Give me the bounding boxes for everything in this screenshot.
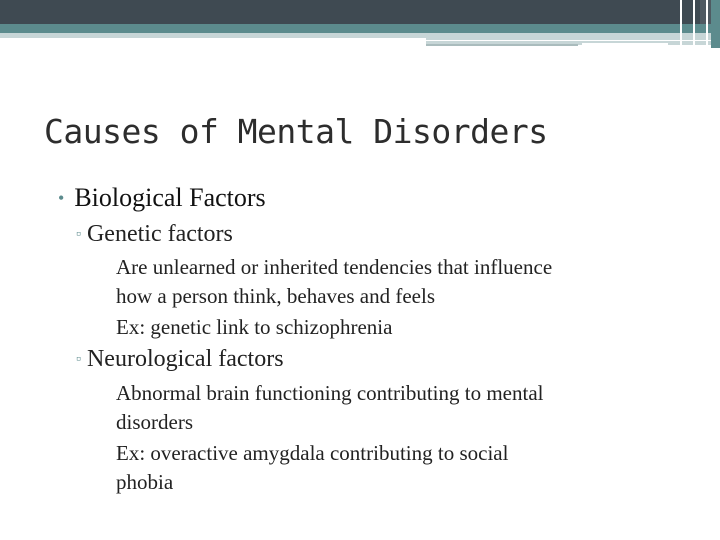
bullet-level3-text: Ex: overactive amygdala contributing to social (116, 441, 509, 465)
bullet-level2-neurological (76, 346, 284, 373)
bullet-level3-text: Abnormal brain functioning contributing to mental (116, 381, 544, 405)
bullet-level2-text: Genetic factors (86, 221, 233, 247)
bullet-level3-text-continued: how a person think, behaves and feels (116, 284, 435, 308)
bullet-level3 (100, 313, 700, 342)
bullet-level3 (100, 439, 700, 497)
bullet-dot-icon: • (58, 188, 65, 208)
bullet-level3-text-continued: disorders (116, 410, 193, 434)
bullet-level1-text: Biological Factors (74, 183, 266, 212)
bullet-level1 (58, 183, 266, 213)
bullet-level2-text: Neurological factors (86, 346, 284, 372)
bullet-level3 (100, 379, 700, 437)
bullet-square-icon: ▫ (76, 352, 81, 367)
bullet-level3-text-continued: phobia (116, 470, 174, 494)
slide-title: Causes of Mental Disorders (44, 112, 548, 151)
bullet-level3-text: Are unlearned or inherited tendencies that influence (116, 255, 553, 279)
bullet-level2-genetic (76, 221, 233, 248)
bullet-square-icon: ▫ (76, 227, 81, 242)
bullet-level3 (100, 253, 700, 311)
bullet-level3-text: Ex: genetic link to schizophrenia (116, 315, 393, 339)
